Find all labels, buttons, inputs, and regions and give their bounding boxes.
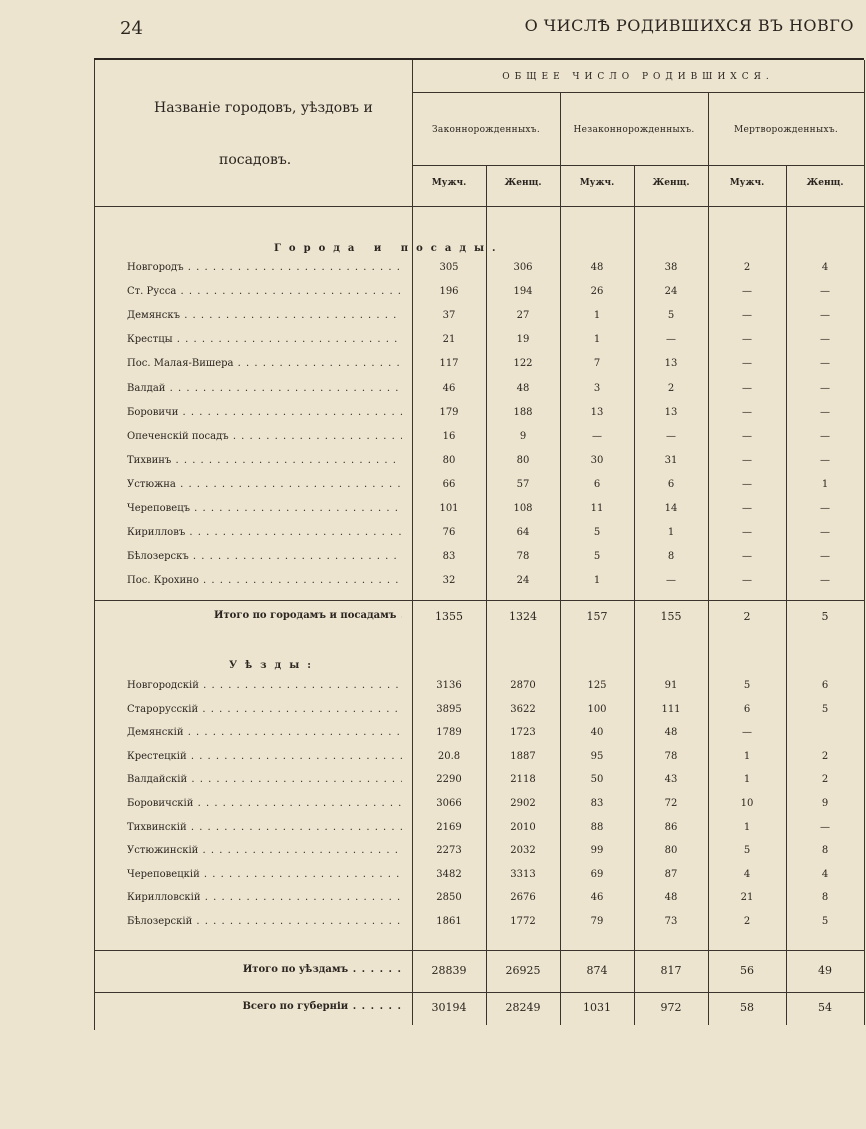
cell-value: 40 (590, 727, 604, 739)
births-table (94, 58, 864, 1025)
running-title: О ЧИСЛѢ РОДИВШИХСЯ ВЪ НОВГО (524, 16, 854, 35)
cell-value: 13 (664, 406, 678, 418)
cell-value: — (820, 406, 830, 418)
cell-value: 3136 (436, 680, 462, 691)
cell-value: 9 (821, 798, 829, 809)
cell-value: 5 (667, 310, 675, 322)
cell-value: — (742, 575, 752, 587)
cell-value: 24 (516, 575, 530, 587)
cell-value: 8 (821, 892, 829, 904)
cell-value: 100 (587, 703, 607, 715)
cell-value: — (742, 478, 752, 490)
cell-value: 76 (442, 527, 456, 539)
cell-value: — (666, 334, 676, 346)
cell-value: 95 (590, 750, 604, 762)
row-label: Крестцы . . . (127, 334, 402, 345)
cell-value: 30194 (431, 1001, 467, 1014)
cell-value: 3895 (436, 703, 462, 715)
cell-value: 26925 (505, 964, 541, 977)
cell-value: 194 (513, 286, 533, 298)
cell-value: 50 (590, 774, 604, 786)
cell-value: 37 (442, 310, 456, 322)
district-row (94, 751, 864, 771)
cell-value: 108 (513, 503, 533, 514)
cell-value: 91 (664, 680, 678, 691)
horizontal-rule (94, 600, 864, 601)
cell-value: 13 (664, 358, 678, 370)
town-row (94, 527, 864, 547)
cell-value: 1 (743, 821, 751, 833)
town-row (94, 286, 864, 306)
cell-value: 122 (513, 358, 533, 370)
cell-value: 54 (818, 1001, 832, 1014)
row-label: Опеченскій посадъ . . . (127, 431, 402, 442)
row-label: Тихвинскій . . . (127, 822, 402, 833)
cell-value: 196 (439, 286, 459, 298)
cell-value: 58 (740, 1001, 754, 1014)
cell-value: 306 (513, 262, 533, 273)
cell-value: 2 (743, 262, 751, 273)
district-row (94, 727, 864, 747)
cell-value: 4 (821, 868, 829, 880)
cell-value: 1 (593, 575, 601, 587)
cell-value: — (820, 454, 830, 466)
row-label: Старорусскій . . . (127, 704, 402, 715)
row-label: Демянскій . . . (127, 727, 402, 738)
vertical-rule (864, 60, 865, 1025)
cell-value: — (592, 430, 602, 442)
cell-value: 188 (513, 406, 533, 418)
cell-value: 972 (660, 1001, 682, 1014)
row-label: Новгородъ . . . (127, 262, 402, 273)
cell-value: 2169 (436, 821, 462, 833)
cell-value: 5 (821, 610, 829, 623)
district-row (94, 916, 864, 936)
vertical-rule (708, 92, 709, 1025)
cell-value: 14 (664, 503, 678, 514)
grand-total-row (94, 1001, 864, 1021)
cell-value: — (742, 310, 752, 322)
cell-value: 1 (667, 527, 675, 539)
district-row (94, 798, 864, 818)
cell-value: 43 (664, 774, 678, 786)
cell-value: 31 (664, 454, 678, 466)
cell-value: 2273 (436, 845, 462, 857)
cell-value: 5 (743, 680, 751, 691)
cell-value: 4 (821, 262, 829, 273)
cell-value: 6 (743, 703, 751, 715)
cell-value: — (820, 527, 830, 539)
cell-value: 1887 (510, 750, 536, 762)
cell-value: 8 (667, 551, 675, 563)
cell-value: 7 (593, 358, 601, 370)
cell-value: 30 (590, 454, 604, 466)
cell-value: 83 (442, 551, 456, 563)
row-label: Боровичи . . . (127, 407, 402, 418)
row-label: Бѣлозерскій . . . (127, 916, 402, 927)
cell-value: 1 (593, 334, 601, 346)
cell-value: 99 (590, 845, 604, 857)
town-row (94, 383, 864, 403)
row-label: Череповецкій . . . (127, 869, 402, 880)
town-row (94, 262, 864, 282)
cell-value: 73 (664, 916, 678, 927)
cell-value: 48 (516, 382, 530, 394)
cell-value: 2290 (436, 774, 462, 786)
horizontal-rule (412, 92, 864, 93)
cell-value: 1723 (510, 727, 536, 739)
vertical-rule (412, 60, 413, 1025)
town-row (94, 455, 864, 475)
cell-value: — (820, 551, 830, 563)
cell-value: 80 (516, 454, 530, 466)
cell-value: 86 (664, 821, 678, 833)
cell-value: — (820, 310, 830, 322)
row-label: Демянскъ . . . (127, 310, 402, 321)
row-label: Крестецкій . . . (127, 751, 402, 762)
cell-value: 1 (821, 478, 829, 490)
town-row (94, 503, 864, 523)
cell-value: 48 (664, 727, 678, 739)
cell-value: 157 (586, 610, 608, 623)
cell-value: 3066 (436, 798, 462, 809)
cell-value: 26 (590, 286, 604, 298)
cell-value: 5 (593, 527, 601, 539)
cell-value: 27 (516, 310, 530, 322)
sex-header: Мужч. (431, 178, 467, 188)
cell-value: 88 (590, 821, 604, 833)
cell-value: 874 (586, 964, 608, 977)
cell-value: 46 (590, 892, 604, 904)
cell-value: — (742, 454, 752, 466)
cell-value: 5 (821, 703, 829, 715)
cell-value: 64 (516, 527, 530, 539)
cell-value: 125 (587, 680, 607, 691)
name-column-header (154, 82, 373, 186)
cell-value: 6 (821, 680, 829, 691)
cell-value: — (820, 430, 830, 442)
cell-value: 38 (664, 262, 678, 273)
cell-value: 2676 (510, 892, 536, 904)
cell-value: 3313 (510, 868, 536, 880)
sub-header-legit: Законнорожденныхъ. (432, 125, 540, 135)
cell-value: — (742, 286, 752, 298)
cell-value: — (742, 382, 752, 394)
cell-value: — (820, 286, 830, 298)
district-row (94, 822, 864, 842)
cell-value: 49 (818, 964, 832, 977)
sex-header: Женщ. (504, 178, 542, 188)
cell-value: 2032 (510, 845, 536, 857)
row-label: Итого по уѣздамъ . . . (214, 964, 402, 975)
horizontal-rule (94, 992, 864, 993)
cell-value: 4 (743, 868, 751, 880)
sex-header: Женщ. (652, 178, 690, 188)
row-label: Кирилловъ . . . (127, 527, 402, 538)
cell-value: 72 (664, 798, 678, 809)
cell-value: 3622 (510, 703, 536, 715)
town-row (94, 431, 864, 451)
cell-value: 66 (442, 478, 456, 490)
cell-value: 13 (590, 406, 604, 418)
cell-value: 11 (590, 503, 604, 514)
town-row (94, 551, 864, 571)
cell-value: — (820, 575, 830, 587)
cell-value: — (820, 503, 830, 514)
cell-value: 56 (740, 964, 754, 977)
row-label: Тихвинъ . . . (127, 455, 402, 466)
cell-value: 2902 (510, 798, 536, 809)
cell-value: 87 (664, 868, 678, 880)
town-row (94, 479, 864, 499)
cell-value: 5 (743, 845, 751, 857)
district-row (94, 680, 864, 700)
districts-section-title: Уѣзды: (229, 660, 319, 671)
cell-value: 83 (590, 798, 604, 809)
cell-value: 48 (664, 892, 678, 904)
row-label: Череповецъ . . . (127, 503, 402, 514)
cell-value: 2 (821, 774, 829, 786)
sub-header-illegit: Незаконнорожденныхъ. (573, 125, 695, 135)
cell-value: 28249 (505, 1001, 541, 1014)
cell-value: — (666, 575, 676, 587)
towns-section-title: Города и посады. (274, 243, 504, 254)
sex-header: Мужч. (729, 178, 765, 188)
cell-value: 32 (442, 575, 456, 587)
sub-header-stillborn: Мертворожденныхъ. (733, 125, 839, 135)
cell-value: 155 (660, 610, 682, 623)
cell-value: 6 (593, 478, 601, 490)
sex-header: Мужч. (579, 178, 615, 188)
cell-value: 78 (516, 551, 530, 563)
cell-value: 2 (821, 750, 829, 762)
cell-value: 1861 (436, 916, 462, 927)
cell-value: 2 (667, 382, 675, 394)
towns-total-row (94, 610, 864, 630)
districts-total-row (94, 964, 864, 984)
cell-value: 1324 (509, 610, 537, 623)
vertical-rule (634, 165, 635, 1025)
cell-value: 28839 (431, 964, 467, 977)
district-row (94, 845, 864, 865)
cell-value: 8 (821, 845, 829, 857)
town-row (94, 310, 864, 330)
cell-value: 101 (439, 503, 459, 514)
cell-value: 24 (664, 286, 678, 298)
cell-value: — (742, 503, 752, 514)
page-number: 24 (120, 18, 143, 39)
horizontal-rule (94, 950, 864, 951)
row-label: Итого по городамъ и посадамъ . . . (214, 610, 402, 621)
row-label: Пос. Крохино . . . (127, 575, 402, 586)
row-label: Новгородскій . . . (127, 680, 402, 691)
cell-value: — (742, 527, 752, 539)
cell-value: 5 (593, 551, 601, 563)
cell-value: 21 (442, 334, 456, 346)
cell-value: 1 (593, 310, 601, 322)
cell-value: 305 (439, 262, 459, 273)
cell-value: 19 (516, 334, 530, 346)
cell-value: 1789 (436, 727, 462, 739)
cell-value: 1355 (435, 610, 463, 623)
horizontal-rule (94, 206, 864, 207)
cell-value: — (820, 382, 830, 394)
cell-value: — (820, 358, 830, 370)
cell-value: 21 (740, 892, 754, 904)
cell-value: 9 (519, 430, 527, 442)
group-header: ОБЩЕЕ ЧИСЛО РОДИВШИХСЯ. (502, 72, 774, 82)
sex-header: Женщ. (806, 178, 844, 188)
cell-value: 80 (442, 454, 456, 466)
cell-value: — (742, 727, 752, 739)
town-row (94, 358, 864, 378)
vertical-rule (560, 92, 561, 1025)
district-row (94, 892, 864, 912)
cell-value: 48 (590, 262, 604, 273)
horizontal-rule (412, 165, 864, 166)
cell-value: 20.8 (437, 750, 461, 762)
cell-value: — (742, 406, 752, 418)
cell-value: 69 (590, 868, 604, 880)
row-label: Всего по губерніи . . . (214, 1001, 402, 1012)
cell-value: 3482 (436, 868, 462, 880)
cell-value: 3 (593, 382, 601, 394)
cell-value: 57 (516, 478, 530, 490)
row-label: Боровичскій . . . (127, 798, 402, 809)
cell-value: 2850 (436, 892, 462, 904)
row-label: Бѣлозерскъ . . . (127, 551, 402, 562)
row-label: Кирилловскій . . . (127, 892, 402, 903)
town-row (94, 407, 864, 427)
cell-value: 6 (667, 478, 675, 490)
row-label: Устюжинскій . . . (127, 845, 402, 856)
cell-value: — (742, 551, 752, 563)
row-label: Валдайскій . . . (127, 774, 402, 785)
cell-value: — (666, 430, 676, 442)
cell-value: — (820, 821, 830, 833)
cell-value: 2010 (510, 821, 536, 833)
name-header-line2: посадовъ. (219, 152, 292, 168)
district-row (94, 704, 864, 724)
cell-value: 5 (821, 916, 829, 927)
town-row (94, 334, 864, 354)
vertical-rule (486, 165, 487, 1025)
vertical-rule (94, 200, 95, 1030)
cell-value: — (742, 430, 752, 442)
cell-value: 2870 (510, 680, 536, 691)
cell-value: 179 (439, 406, 459, 418)
vertical-rule (786, 165, 787, 1025)
row-label: Валдай . . . (127, 383, 402, 394)
cell-value: 1031 (583, 1001, 611, 1014)
cell-value: 2118 (510, 774, 536, 786)
cell-value: 78 (664, 750, 678, 762)
vertical-rule (94, 60, 95, 200)
district-row (94, 869, 864, 889)
cell-value: 16 (442, 430, 456, 442)
row-label: Пос. Малая-Вишера . . . (127, 358, 402, 369)
cell-value: 817 (660, 964, 682, 977)
cell-value: 46 (442, 382, 456, 394)
row-label: Ст. Русса . . . (127, 286, 402, 297)
cell-value: 117 (439, 358, 459, 370)
cell-value: 1 (743, 774, 751, 786)
cell-value: 1772 (510, 916, 536, 927)
cell-value: 111 (661, 703, 681, 715)
cell-value: 79 (590, 916, 604, 927)
cell-value: 80 (664, 845, 678, 857)
cell-value: — (742, 334, 752, 346)
cell-value: — (742, 358, 752, 370)
cell-value: 2 (743, 610, 751, 623)
cell-value: — (820, 334, 830, 346)
cell-value: 1 (743, 750, 751, 762)
row-label: Устюжна . . . (127, 479, 402, 490)
town-row (94, 575, 864, 595)
district-row (94, 774, 864, 794)
name-header-line1: Названіе городовъ, уѣздовъ и (154, 100, 373, 116)
cell-value: 2 (743, 916, 751, 927)
cell-value: 10 (740, 798, 754, 809)
